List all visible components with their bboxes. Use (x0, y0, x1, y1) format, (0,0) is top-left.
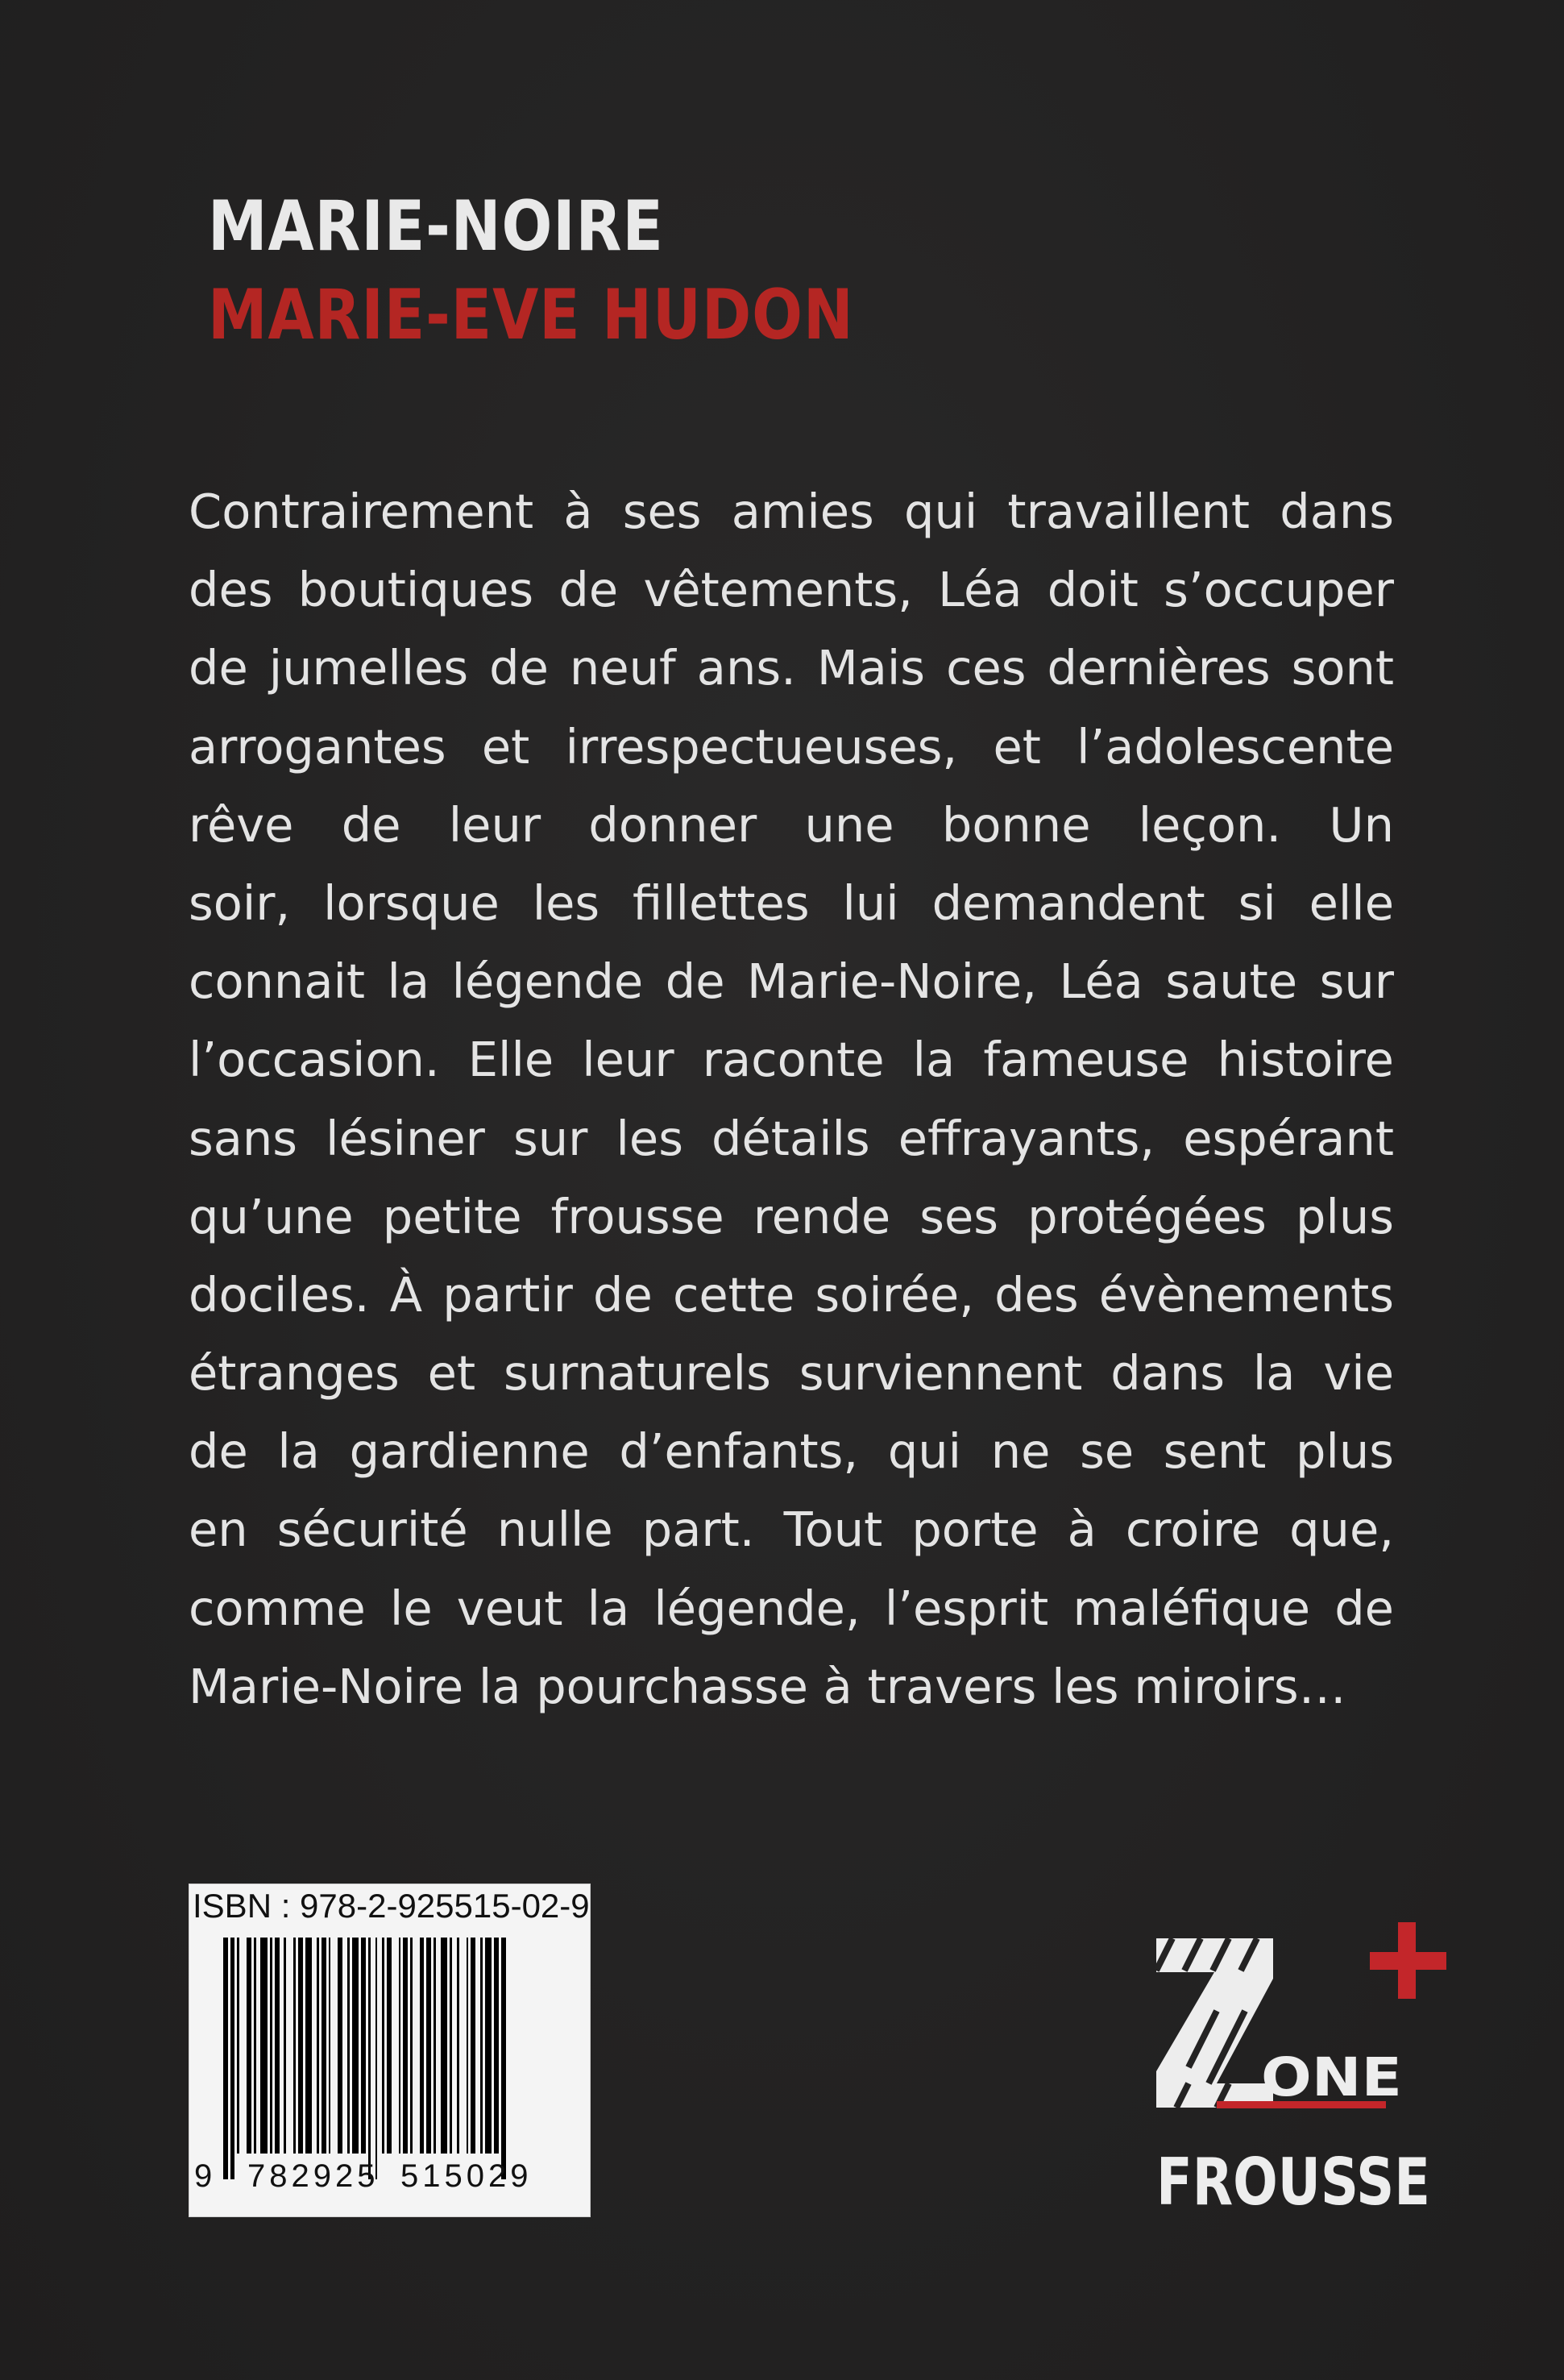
blurb-line: qu’une petite frousse rende ses protégées plus (189, 1188, 1394, 1244)
barcode-bar (426, 1938, 431, 2154)
blurb-line: étranges et surnaturels surviennent dans la vie (189, 1345, 1394, 1402)
logo-word-frousse: FROUSSE (1156, 2145, 1430, 2216)
blurb-line: comme le veut la légende, l’esprit maléfique de (189, 1580, 1394, 1636)
book-author: MARIE-EVE HUDON (208, 275, 854, 355)
barcode-bar (361, 1938, 366, 2154)
barcode-bar (480, 1938, 483, 2154)
zone-frousse-logo-graphic (1140, 1922, 1458, 2216)
barcode-bar (399, 1938, 401, 2154)
book-blurb (189, 472, 1394, 1726)
barcode-bar (352, 1938, 359, 2154)
barcode-bar (223, 1938, 228, 2179)
isbn-label: ISBN : 978-2-925515-02-9 (193, 1887, 590, 1925)
barcode-bar (450, 1938, 452, 2154)
barcode-bar (434, 1938, 436, 2154)
barcode-bar (471, 1938, 475, 2154)
blurb-line: soir, lorsque les fillettes lui demandent si elle (189, 874, 1394, 931)
blurb-line: rêve de leur donner une bonne leçon. Un (189, 796, 1394, 853)
logo-word-one: ONE (1261, 2046, 1402, 2108)
barcode-bar (441, 1938, 448, 2154)
blurb-line: de la gardienne d’enfants, qui ne se sent plus (189, 1423, 1394, 1480)
blurb-line: connait la légende de Marie-Noire, Léa saute sur (189, 953, 1394, 1010)
blurb-line: arrogantes et irrespectueuses, et l’adolescente (189, 718, 1394, 775)
barcode-bar (420, 1938, 425, 2154)
barcode-bar (501, 1938, 506, 2179)
barcode-bar (247, 1938, 251, 2154)
barcode-bar (275, 1938, 280, 2154)
barcode-bar (410, 1938, 413, 2154)
ean-first-digit: 9 (194, 2158, 213, 2194)
barcode-bar (298, 1938, 303, 2154)
book-title: MARIE-NOIRE (208, 186, 664, 267)
barcode-bar (270, 1938, 272, 2154)
blurb-line: Contrairement à ses amies qui travaillent dans (189, 484, 1394, 539)
blurb-line: des boutiques de vêtements, Léa doit s’occuper (189, 562, 1394, 618)
barcode-bar (494, 1938, 499, 2154)
barcode-bar (368, 1938, 371, 2179)
barcode-bar (293, 1938, 296, 2154)
isbn-barcode-sticker (189, 1884, 591, 2217)
blurb-line: de jumelles de neuf ans. Mais ces dernières sont (189, 640, 1394, 696)
zone-z-letter (1156, 1938, 1273, 2108)
barcode-bar (329, 1938, 331, 2154)
barcode-bar (338, 1938, 342, 2154)
ean-right-digits: 515029 (400, 2158, 533, 2194)
barcode-bar (305, 1938, 313, 2154)
barcode-bar (403, 1938, 408, 2154)
barcode-bars (223, 1938, 560, 2154)
barcode-bar (237, 1938, 239, 2154)
barcode-bar (230, 1938, 235, 2179)
barcode-bar (260, 1938, 268, 2154)
barcode-bar (387, 1938, 392, 2154)
barcode-bar (382, 1938, 384, 2154)
barcode-bar (485, 1938, 492, 2154)
blurb-line: Marie-Noire la pourchasse à travers les miroirs… (189, 1658, 1346, 1714)
barcode-bar (322, 1938, 326, 2154)
barcode-bar (347, 1938, 350, 2154)
barcode-bar (467, 1938, 469, 2154)
blurb-line: sans lésiner sur les détails effrayants, espérant (189, 1110, 1394, 1166)
plus-icon (1370, 1922, 1446, 1999)
blurb-line: dociles. À partir de cette soirée, des évènements (189, 1266, 1394, 1323)
barcode-bar (457, 1938, 459, 2154)
blurb-line: l’occasion. Elle leur raconte la fameuse histoire (189, 1032, 1394, 1088)
barcode-bar (375, 1938, 378, 2179)
barcode-bar (317, 1938, 319, 2154)
ean-left-digits: 782925 (247, 2158, 380, 2194)
zone-frousse-logo (1140, 1922, 1458, 2216)
barcode-bar (254, 1938, 256, 2154)
blurb-line: en sécurité nulle part. Tout porte à croire que, (189, 1502, 1394, 1558)
barcode-bar (284, 1938, 286, 2154)
